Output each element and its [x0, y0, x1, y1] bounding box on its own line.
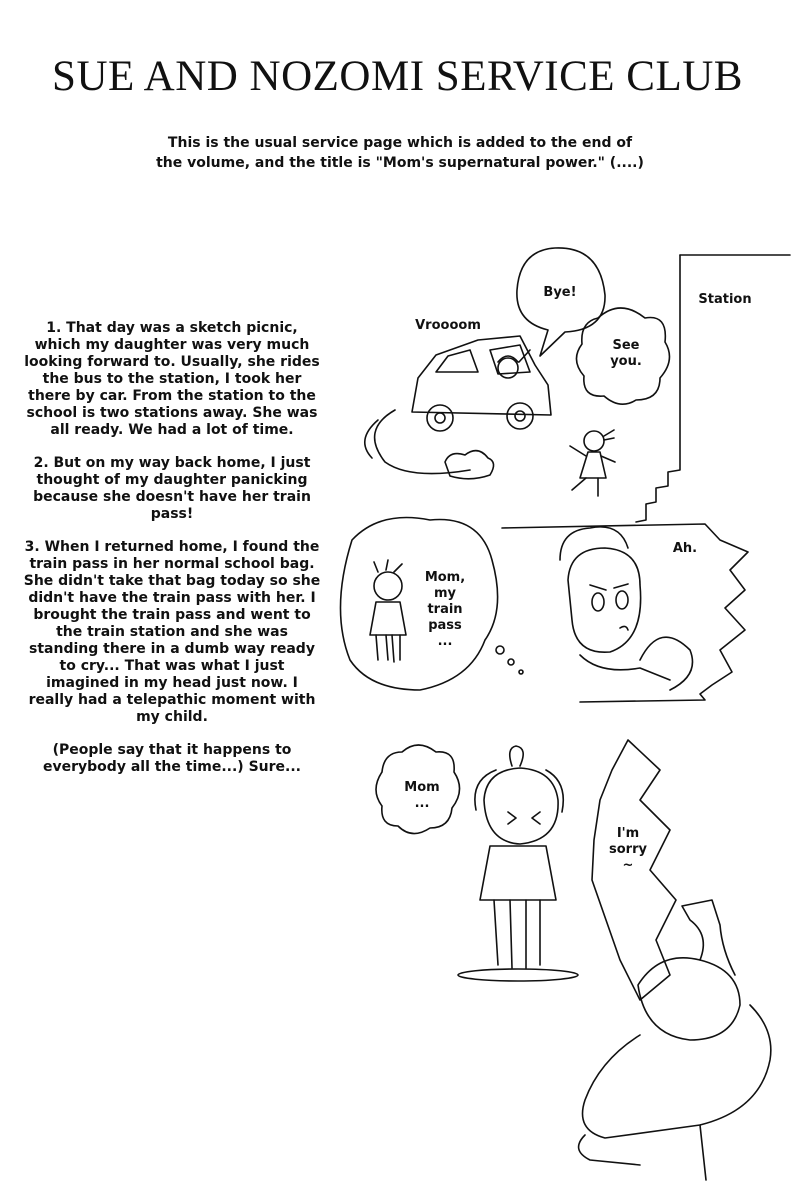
sfx-vroooom: Vroooom [415, 318, 481, 333]
running-child-icon [570, 430, 615, 496]
thought-dot [519, 670, 523, 674]
thought-text-mom: Mom ... [404, 780, 440, 811]
speech-text-bye: Bye! [543, 285, 577, 300]
mother-arm [580, 655, 670, 680]
motion-lines [365, 420, 378, 458]
thought-text-mom-train-pass: Mom, my train pass ... [424, 570, 466, 649]
exhaust-cloud [445, 451, 494, 479]
motion-lines [375, 410, 470, 474]
steering-wheel-icon [640, 637, 693, 690]
intro-line: the volume, and the title is "Mom's supernatural power." (....) [156, 155, 644, 171]
thought-dot [508, 659, 514, 665]
page-title: SUE AND NOZOMI SERVICE CLUB [52, 53, 743, 100]
bowing-mother-icon [579, 900, 771, 1180]
story-paragraph-2: 2. But on my way back home, I just thought of my daughter panicking because she doesn't have her train pass! [33, 455, 311, 522]
station-sign: Station [698, 292, 752, 307]
imagined-child-icon [370, 560, 406, 662]
speech-text-see-you: See you. [610, 338, 642, 369]
thought-dot [496, 646, 504, 654]
speech-bubble-bye [517, 248, 605, 356]
speech-text-im-sorry: I'm sorry ~ [609, 826, 647, 873]
story-paragraph-4: (People say that it happens to everybody all the time...) Sure... [43, 742, 301, 775]
intro-line: This is the usual service page which is added to the end of [167, 135, 633, 151]
crying-child-icon [458, 746, 578, 981]
story-paragraph-3: 3. When I returned home, I found the train pass in her normal school bag. She didn't take that bag today so she didn't have the train pass with her. I brought the train pass and went to the train station and she was standing there in a dumb way ready to cry... That was what I just imagined in my head just now. I really had a telepathic moment with my child. [23, 539, 321, 725]
mother-face-icon [560, 527, 641, 652]
speech-text-ah: Ah. [672, 541, 698, 556]
story-paragraph-1: 1. That day was a sketch picnic, which my daughter was very much looking forward to. Usually, she rides the bus to the station, I took her there by car. From the station to the school is two stations away. She was all ready. We had a lot of time. [24, 320, 320, 438]
mother-panel-frame [502, 524, 748, 702]
